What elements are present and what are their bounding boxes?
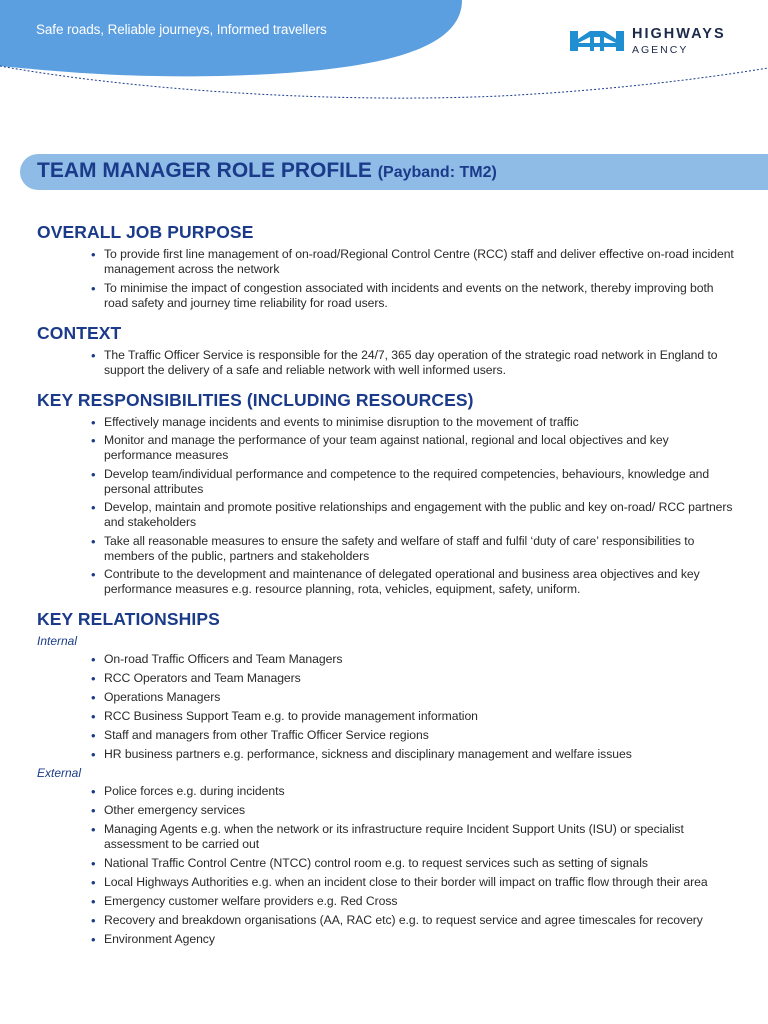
logo-icon (568, 27, 626, 55)
section-overall-job-purpose (37, 222, 737, 311)
section-heading: OVERALL JOB PURPOSE (37, 222, 254, 242)
list-item: • Contribute to the development and maintenance of delegated operational and business area objectives and key performance measures e.g. resource planning, rota, vehicles, equipment, safety, uniform. (91, 567, 737, 597)
header-banner (0, 0, 768, 130)
list-item: • Develop team/individual performance and competence to the required competencies, behaviours, knowledge and personal attributes (91, 467, 737, 497)
internal-subheading: Internal (37, 634, 78, 648)
section-key-relationships (37, 609, 737, 947)
list-item: • Develop, maintain and promote positive relationships and engagement with the public and key on-road/ RCC partners and stakeholders (91, 500, 737, 530)
external-subheading: External (37, 766, 82, 780)
list-item: • Operations Managers (91, 690, 737, 705)
page-title (37, 159, 497, 183)
list-item: • The Traffic Officer Service is responsible for the 24/7, 365 day operation of the strategic road network in England to support the delivery of a safe and reliable network with well informed users. (91, 348, 737, 378)
section-heading: CONTEXT (37, 322, 122, 343)
bullet-list (37, 415, 737, 598)
external-list (37, 784, 737, 947)
list-item: • Monitor and manage the performance of your team against national, regional and local objectives and key performance measures (91, 433, 737, 463)
tagline: Safe roads, Reliable journeys, Informed travellers (36, 22, 327, 37)
list-item: • RCC Operators and Team Managers (91, 671, 737, 686)
list-item: • Police forces e.g. during incidents (91, 784, 737, 799)
bullet-list (37, 348, 737, 378)
list-item: • RCC Business Support Team e.g. to provide management information (91, 709, 737, 724)
list-item: • Emergency customer welfare providers e.g. Red Cross (91, 894, 737, 909)
list-item: • To minimise the impact of congestion associated with incidents and events on the network, thereby improving both road safety and journey time reliability for road users. (91, 281, 737, 311)
list-item: • Take all reasonable measures to ensure the safety and welfare of staff and fulfil ‘duty of care’ responsibilities to members of the public, partners and stakeholders (91, 534, 737, 564)
section-heading: KEY RESPONSIBILITIES (INCLUDING RESOURCES) (37, 389, 474, 410)
list-item: • To provide first line management of on-road/Regional Control Centre (RCC) staff and deliver effective on-road incident management across the network (91, 247, 737, 277)
title-payband: (Payband: TM2) (377, 164, 497, 181)
highways-agency-logo (568, 24, 726, 58)
list-item: • Managing Agents e.g. when the network or its infrastructure require Incident Support Units (ISU) or specialist assessment to be carried out (91, 822, 737, 852)
list-item: • On-road Traffic Officers and Team Managers (91, 652, 737, 667)
document-body (37, 222, 737, 959)
list-item: • Local Highways Authorities e.g. when an incident close to their border will impact on traffic flow through their area (91, 875, 737, 890)
section-heading: KEY RELATIONSHIPS (37, 609, 220, 629)
section-key-responsibilities (37, 390, 737, 598)
title-main: TEAM MANAGER ROLE PROFILE (37, 159, 372, 182)
list-item: • Recovery and breakdown organisations (AA, RAC etc) e.g. to request service and agree timescales for recovery (91, 913, 737, 928)
logo-wordmark-agency: AGENCY (632, 44, 689, 56)
list-item: • Staff and managers from other Traffic Officer Service regions (91, 728, 737, 743)
logo-wordmark-highways: HIGHWAYS (632, 25, 726, 42)
list-item: • National Traffic Control Centre (NTCC) control room e.g. to request services such as setting of signals (91, 856, 737, 871)
list-item: • HR business partners e.g. performance, sickness and disciplinary management and welfare issues (91, 747, 737, 762)
bullet-list (37, 247, 737, 311)
section-context (37, 323, 737, 378)
list-item: • Effectively manage incidents and events to minimise disruption to the movement of traffic (91, 415, 737, 430)
list-item: • Other emergency services (91, 803, 737, 818)
list-item: • Environment Agency (91, 932, 737, 947)
internal-list (37, 652, 737, 762)
